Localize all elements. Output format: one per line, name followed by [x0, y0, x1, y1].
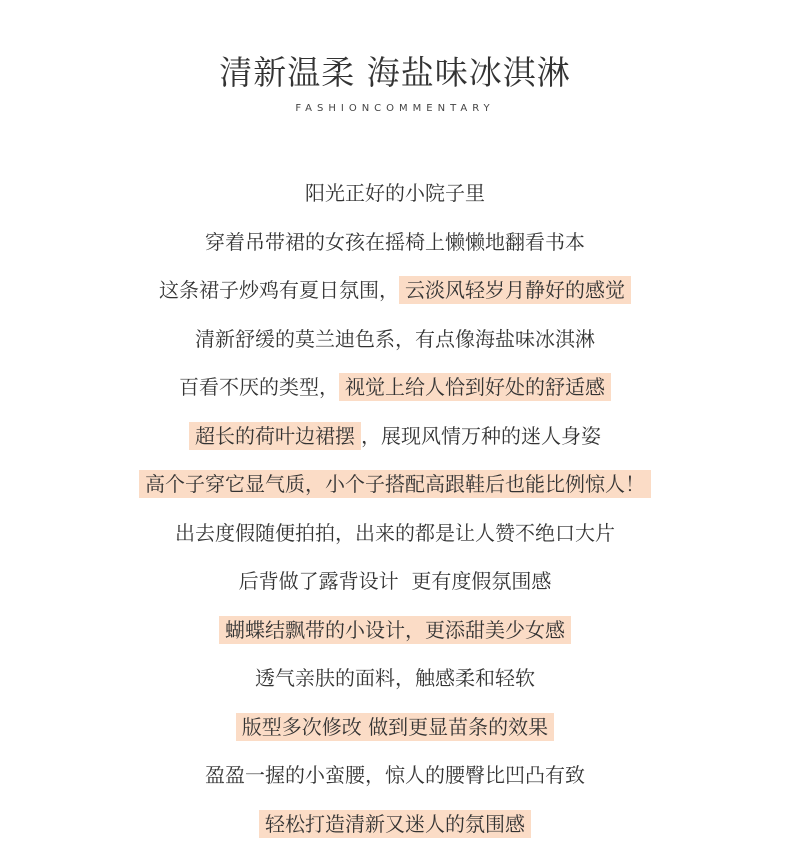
- line-text: 清新舒缓的莫兰迪色系，有点像海盐味冰淇淋: [195, 326, 595, 351]
- page-title: 清新温柔 海盐味冰淇淋: [219, 53, 571, 92]
- description-line: [0, 654, 790, 703]
- description-line: [0, 800, 790, 849]
- description-line: [0, 703, 790, 752]
- description-line: [0, 557, 790, 606]
- description-line: [0, 266, 790, 315]
- highlighted-text: 轻松打造清新又迷人的氛围感: [259, 810, 531, 838]
- description-line: [0, 315, 790, 364]
- highlighted-text: 高个子穿它显气质，小个子搭配高跟鞋后也能比例惊人！: [139, 470, 651, 498]
- line-text: 穿着吊带裙的女孩在摇椅上懒懒地翻看书本: [205, 229, 585, 254]
- line-text: 出去度假随便拍拍，出来的都是让人赞不绝口大片: [175, 520, 615, 545]
- description-line: [0, 412, 790, 461]
- description-line: [0, 169, 790, 218]
- highlighted-text: 蝴蝶结飘带的小设计，更添甜美少女感: [219, 616, 571, 644]
- line-text: 后背做了露背设计 更有度假氛围感: [238, 569, 552, 594]
- description-line: [0, 218, 790, 267]
- description-line: [0, 509, 790, 558]
- line-text: 百看不厌的类型，: [179, 375, 339, 400]
- line-text: 这条裙子炒鸡有夏日氛围，: [159, 278, 399, 303]
- description-line: [0, 460, 790, 509]
- highlighted-text: 版型多次修改 做到更显苗条的效果: [236, 713, 554, 741]
- page-subtitle: FASHIONCOMMENTARY: [295, 103, 495, 114]
- line-text: ，展现风情万种的迷人身姿: [361, 423, 601, 448]
- highlighted-text: 云淡风轻岁月静好的感觉: [399, 276, 631, 304]
- description-line: [0, 363, 790, 412]
- description-line: [0, 751, 790, 800]
- line-text: 透气亲肤的面料，触感柔和轻软: [255, 666, 535, 691]
- line-text: 阳光正好的小院子里: [305, 181, 485, 206]
- highlighted-text: 超长的荷叶边裙摆: [189, 422, 361, 450]
- description-lines: [0, 169, 790, 848]
- line-text: 盈盈一握的小蛮腰，惊人的腰臀比凹凸有致: [205, 763, 585, 788]
- description-line: [0, 606, 790, 655]
- highlighted-text: 视觉上给人恰到好处的舒适感: [339, 373, 611, 401]
